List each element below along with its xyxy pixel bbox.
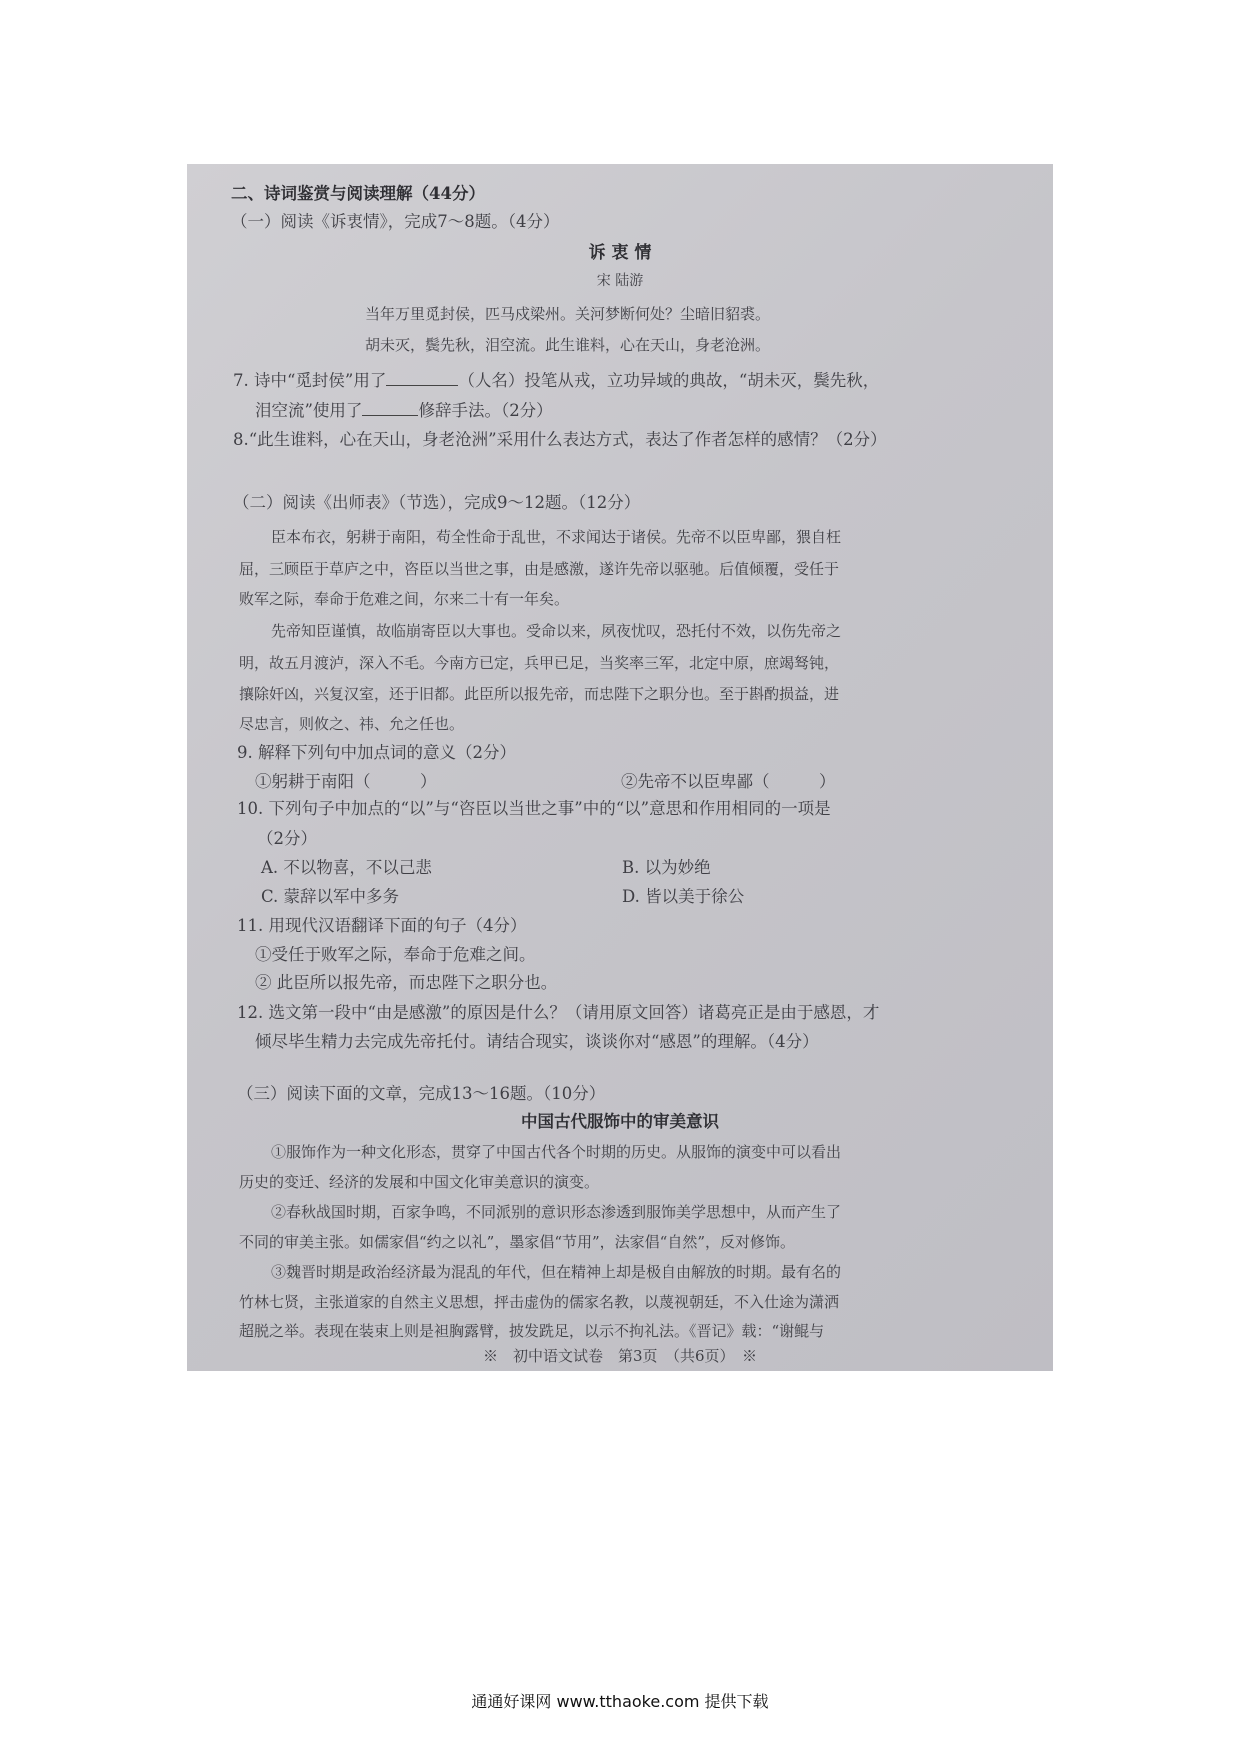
passage-line-7: 尽忠言，则攸之、祎、允之任也。 [239, 715, 465, 733]
q10-option-b[interactable]: B. 以为妙绝 [622, 858, 711, 877]
passage-line-4: 先帝知臣谨慎，故临崩寄臣以大事也。受命以来，夙夜忧叹，恐托付不效，以伤先帝之 [271, 622, 842, 640]
article-line-6: 竹林七贤，主张道家的自然主义思想，抨击虚伪的儒家名教，以蔑视朝廷，不入仕途为潇洒 [239, 1293, 840, 1311]
q10-option-d[interactable]: D. 皆以美于徐公 [622, 887, 745, 906]
q12-line-1: 12. 选文第一段中“由是感激”的原因是什么？（请用原文回答）诸葛亮正是由于感恩，才 [237, 1003, 880, 1022]
poem-line-1: 当年万里觅封侯，匹马戍梁州。关河梦断何处？尘暗旧貂裘。 [365, 305, 771, 323]
q7-text-d: 修辞手法。（2分） [418, 401, 553, 420]
poem-author: 宋 陆游 [596, 273, 644, 289]
q11-sentence-2: ② 此臣所以报先帝，而忠陛下之职分也。 [255, 973, 558, 992]
article-title: 中国古代服饰中的审美意识 [521, 1112, 719, 1131]
part1-heading: （一）阅读《诉衷情》，完成7～8题。（4分） [231, 212, 560, 231]
poem-line-2: 胡未灭，鬓先秋，泪空流。此生谁料，心在天山，身老沧洲。 [365, 336, 771, 354]
q12-line-2: 倾尽毕生精力去完成先帝托付。请结合现实，谈谈你对“感恩”的理解。（4分） [255, 1032, 819, 1051]
q8-text: 8.“此生谁料，心在天山，身老沧洲”采用什么表达方式，表达了作者怎样的感情？（2分） [233, 430, 887, 449]
exam-page-footer: ※ 初中语文试卷 第3页 （共6页） ※ [482, 1347, 758, 1365]
q10-score: （2分） [257, 829, 317, 848]
q7-blank-2[interactable] [362, 401, 418, 416]
q9-text: 9. 解释下列句中加点词的意义（2分） [237, 743, 516, 762]
site-footer: 通通好课网 www.tthaoke.com 提供下载 [471, 1692, 769, 1711]
article-line-4: 不同的审美主张。如儒家倡“约之以礼”，墨家倡“节用”，法家倡“自然”，反对修饰。 [239, 1233, 796, 1251]
q11-text: 11. 用现代汉语翻译下面的句子（4分） [237, 916, 527, 935]
passage-line-2: 屈，三顾臣于草庐之中，咨臣以当世之事，由是感激，遂许先帝以驱驰。后值倾覆，受任于 [239, 560, 840, 578]
q7-text-c: 泪空流”使用了 [255, 401, 363, 420]
section-title: 二、诗词鉴赏与阅读理解（44分） [231, 184, 485, 203]
part2-heading: （二）阅读《出师表》（节选），完成9～12题。（12分） [233, 493, 641, 512]
article-line-5: ③魏晋时期是政治经济最为混乱的年代，但在精神上却是极自由解放的时期。最有名的 [271, 1263, 842, 1281]
q10-option-c[interactable]: C. 蒙辞以军中多务 [261, 887, 400, 906]
poem-title: 诉 衷 情 [588, 243, 652, 263]
article-line-2: 历史的变迁、经济的发展和中国文化审美意识的演变。 [239, 1173, 600, 1191]
passage-line-6: 攘除奸凶，兴复汉室，还于旧都。此臣所以报先帝，而忠陛下之职分也。至于斟酌损益，进 [239, 685, 840, 703]
q7-text-a: 7. 诗中“觅封侯”用了 [233, 371, 387, 390]
passage-line-3: 败军之际，奉命于危难之间，尔来二十有一年矣。 [239, 590, 570, 608]
article-line-7: 超脱之举。表现在装束上则是袒胸露臂，披发跣足，以示不拘礼法。《晋记》载：“谢鲲与 [239, 1322, 825, 1340]
exam-page-photo [187, 164, 1053, 1371]
q10-text: 10. 下列句子中加点的“以”与“咨臣以当世之事”中的“以”意思和作用相同的一项是 [237, 799, 831, 818]
q7-text-b: （人名）投笔从戎，立功异域的典故，“胡未灭，鬓先秋， [458, 371, 880, 390]
passage-line-1: 臣本布衣，躬耕于南阳，苟全性命于乱世，不求闻达于诸侯。先帝不以臣卑鄙，猥自枉 [271, 528, 842, 546]
part3-heading: （三）阅读下面的文章，完成13～16题。（10分） [237, 1084, 606, 1103]
q9-item-1[interactable]: ①躬耕于南阳（ ） [255, 772, 437, 791]
q9-item-2[interactable]: ②先帝不以臣卑鄙（ ） [621, 772, 836, 791]
q10-option-a[interactable]: A. 不以物喜，不以己悲 [261, 858, 432, 877]
q7-line-2 [255, 400, 553, 422]
article-line-3: ②春秋战国时期，百家争鸣，不同派别的意识形态渗透到服饰美学思想中，从而产生了 [271, 1203, 842, 1221]
article-line-1: ①服饰作为一种文化形态，贯穿了中国古代各个时期的历史。从服饰的演变中可以看出 [271, 1143, 842, 1161]
q7-blank-1[interactable] [386, 371, 458, 386]
passage-line-5: 明，故五月渡泸，深入不毛。今南方已定，兵甲已足，当奖率三军，北定中原，庶竭驽钝， [239, 654, 840, 672]
q7-line-1 [233, 370, 879, 392]
q11-sentence-1: ①受任于败军之际，奉命于危难之间。 [255, 945, 536, 964]
